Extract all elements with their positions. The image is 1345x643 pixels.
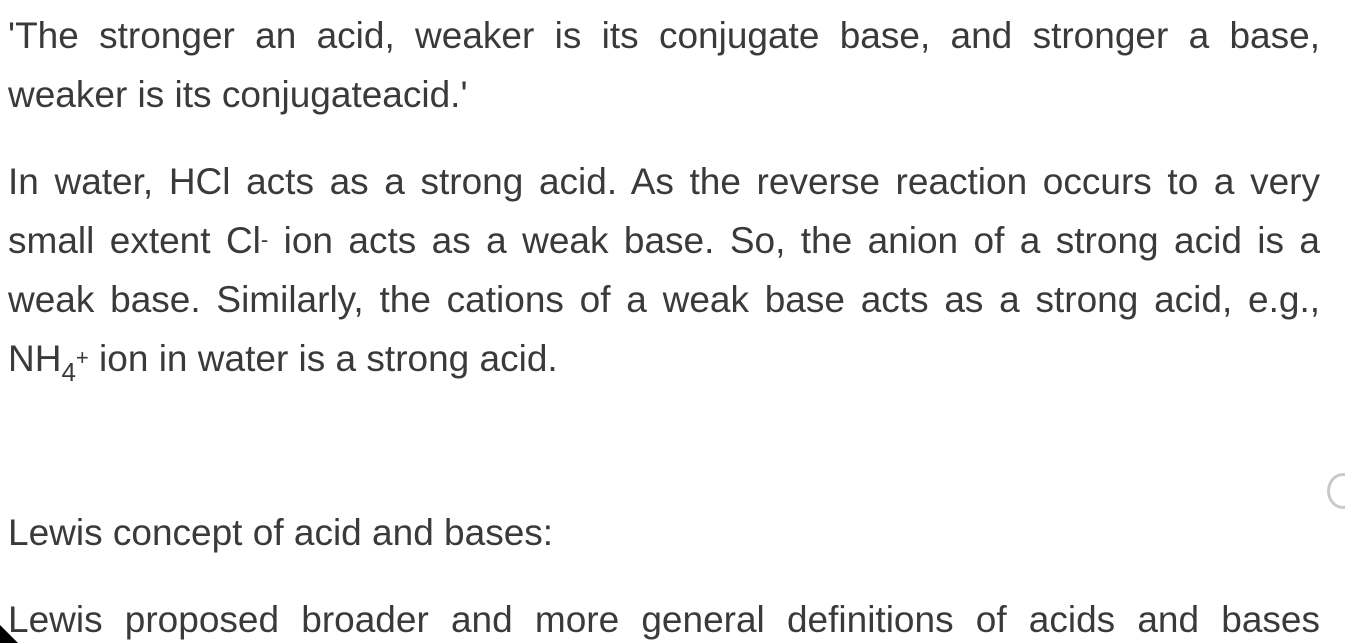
ammonium-subscript: 4 <box>61 357 76 387</box>
hcl-text-part2: ion acts as a weak base. So, the anion of a strong acid is a weak base. Similarly, the cations of a weak base acts as a strong acid, e.g., NH <box>8 220 1320 379</box>
chloride-charge: - <box>260 227 269 252</box>
corner-cursor-icon <box>0 625 18 643</box>
lewis-concept-heading: Lewis concept of acid and bases: <box>8 512 554 553</box>
hcl-explanation-paragraph <box>8 152 1320 388</box>
hcl-text-part3: ion in water is a strong acid. <box>88 338 558 379</box>
conjugate-rule-quote: 'The stronger an acid, weaker is its conjugate base, and stronger a base, weaker is its conjugateacid.' <box>8 15 1320 115</box>
edge-handle-icon[interactable] <box>1327 473 1345 509</box>
ammonium-charge: + <box>75 345 89 370</box>
lewis-definition-paragraph: Lewis proposed broader and more general definitions of acids and bases <box>8 599 1320 640</box>
hcl-text-part1: In water, HCl acts as a strong acid. As the reverse reaction occurs to a very small extent Cl <box>8 161 1320 261</box>
